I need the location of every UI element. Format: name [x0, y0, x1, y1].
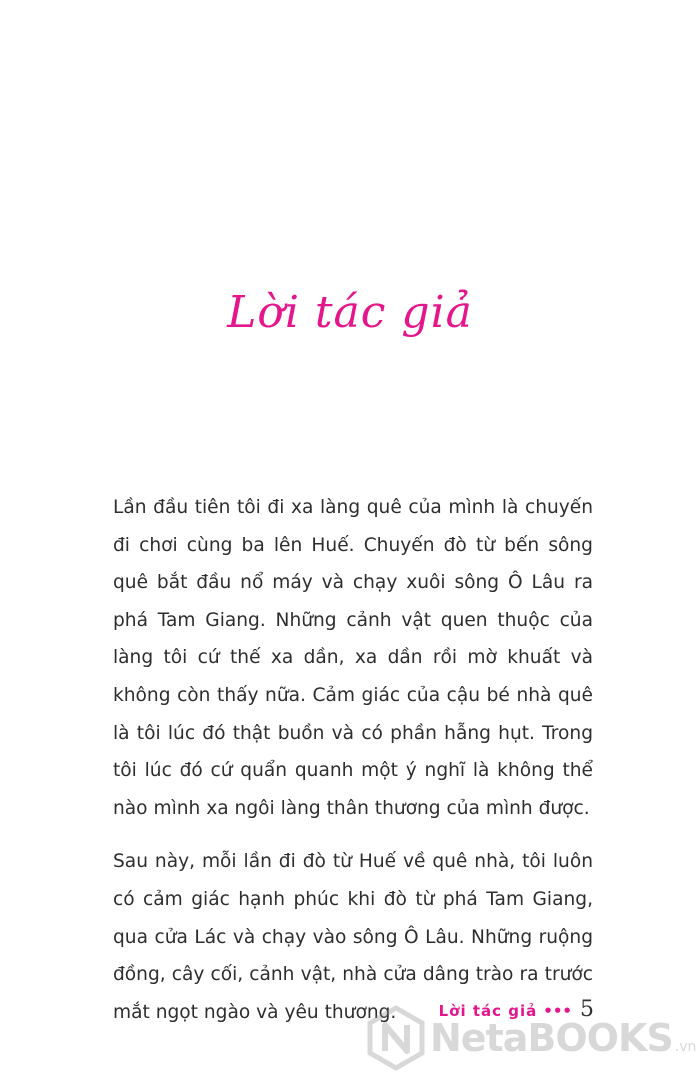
netabooks-logo-icon [366, 1005, 426, 1071]
watermark [366, 1003, 696, 1073]
paragraph-2: Sau này, mỗi lần đi đò từ Huế về quê nhà, tôi luôn có cảm giác hạnh phúc khi đò từ phá Tam Giang, qua cửa Lác và chạy vào sông Ô Lâu. Những ruộng đồng, cây cối, cảnh vật, nhà cửa dâng trào ra trước mắt ngọt ngào và yêu thương. [113, 851, 593, 1023]
footer-dots: ••• [543, 1002, 572, 1020]
body-text [113, 489, 593, 1031]
watermark-suffix: .vn [674, 1039, 697, 1055]
page-title: Lời tác giả [227, 287, 473, 338]
page-number: 5 [580, 997, 594, 1022]
footer-running-title: Lời tác giả [438, 1002, 538, 1020]
paragraph-1: Lần đầu tiên tôi đi xa làng quê của mình là chuyến đi chơi cùng ba lên Huế. Chuyến đò từ bến sông quê bắt đầu nổ máy và chạy xuôi sông Ô Lâu ra phá Tam Giang. Những cảnh vật quen thuộc của làng tôi cứ thế xa dần, xa dần rồi mờ khuất và không còn thấy nữa. Cảm giác của cậu bé nhà quê là tôi lúc đó thật buồn và có phần hẫng hụt. Trong tôi lúc đó cứ quẩn quanh một ý nghĩ là không thể nào mình xa ngôi làng thân thương của mình được. [113, 497, 593, 819]
watermark-text: NetaBOOKS [430, 1016, 673, 1060]
